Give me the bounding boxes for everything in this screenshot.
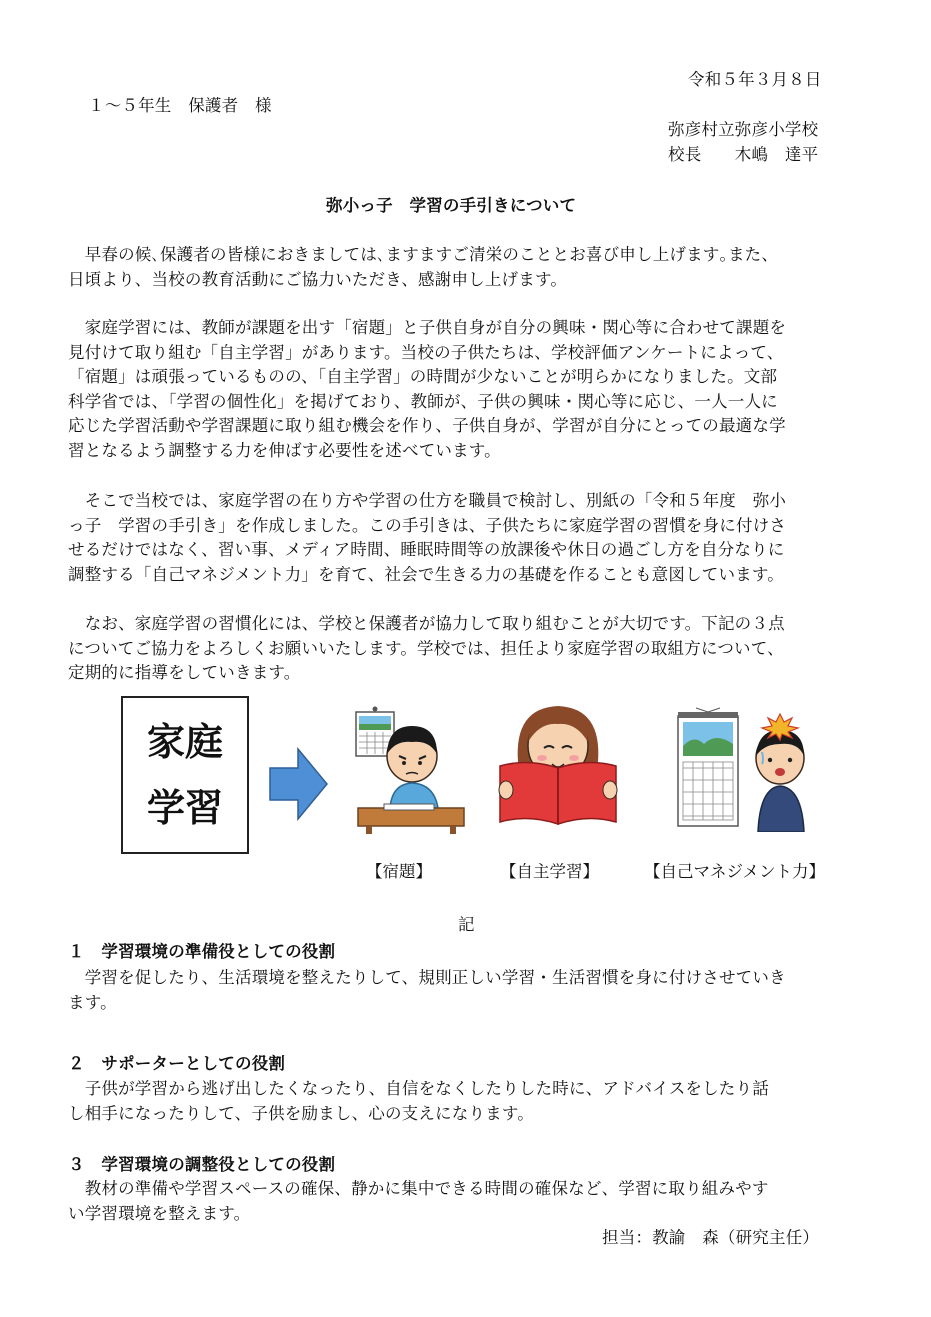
right-arrow-icon bbox=[268, 746, 330, 822]
paragraph-line: 習となるよう調整する力を伸ばす必要性を述べています。 bbox=[68, 440, 501, 460]
paragraph-line: 見付けて取り組む「自主学習」があります。当校の子供たちは、学校評価アンケートによって、 bbox=[68, 342, 784, 362]
caption-homework: 【宿題】 bbox=[366, 862, 432, 881]
box-label-line1: 家庭 bbox=[146, 720, 223, 764]
paragraph-line: っ子 学習の手引き」を作成しました。この手引きは、子供たちに家庭学習の習慣を身に付けさ bbox=[68, 515, 787, 535]
contact-person: 担当：教諭 森（研究主任） bbox=[602, 1228, 820, 1247]
paragraph-line: 応じた学習活動や学習課題に取り組む機会を作り、子供自身が、学習が自分にとっての最適な学 bbox=[68, 416, 786, 436]
self-study-reading-illustration-icon bbox=[496, 700, 620, 828]
paragraph-line: そこで当校では、家庭学習の在り方や学習の仕方を職員で検討し、別紙の「令和５年度 弥小 bbox=[68, 491, 787, 510]
paragraph-line: についてご協力をよろしくお願いいたします。学校では、担任より家庭学習の取組方について、 bbox=[68, 638, 784, 658]
caption-self-management: 【自己マネジメント力】 bbox=[644, 862, 826, 881]
paragraph-line: 早春の候､保護者の皆様におきましては､ますますご清栄のこととお喜び申し上げます｡また、 bbox=[68, 245, 779, 264]
paragraph-line: せるだけではなく、習い事、メディア時間、睡眠時間等の放課後や休日の過ごし方を自分なりに bbox=[68, 540, 785, 560]
paragraph-line: 日頃より、当校の教育活動にご協力いただき、感謝申し上げます。 bbox=[68, 269, 568, 289]
ki-marker: 記 bbox=[458, 915, 475, 934]
date: 令和５年３月８日 bbox=[688, 70, 822, 89]
paragraph-home-study bbox=[68, 316, 786, 464]
section-line: 子供が学習から逃げ出したくなったり、自信をなくしたりした時に、アドバイスをしたり話 bbox=[68, 1079, 769, 1098]
section-heading-1: １ 学習環境の準備役としての役割 bbox=[68, 942, 336, 961]
paragraph-line: 定期的に指導をしていきます。 bbox=[68, 663, 301, 683]
homework-illustration-icon bbox=[354, 706, 466, 836]
section-body-2 bbox=[68, 1077, 769, 1126]
paragraph-line: なお、家庭学習の習慣化には、学校と保護者が協力して取り組むことが大切です。下記の３点 bbox=[68, 614, 785, 633]
section-line: い学習環境を整えます。 bbox=[68, 1203, 251, 1223]
home-study-box bbox=[121, 696, 249, 854]
paragraph-line: 調整する「自己マネジメント力」を育て、社会で生きる力の基礎を作ることも意図しています。 bbox=[68, 564, 784, 584]
paragraph-line: 家庭学習には、教師が課題を出す「宿題」と子供自身が自分の興味・関心等に合わせて課題を bbox=[68, 318, 787, 337]
paragraph-greeting bbox=[68, 243, 778, 292]
paragraph-cooperation bbox=[68, 612, 785, 686]
principal-name: 校長 木嶋 達平 bbox=[668, 145, 819, 164]
school-name: 弥彦村立弥彦小学校 bbox=[668, 120, 819, 139]
caption-self-study: 【自主学習】 bbox=[500, 862, 599, 881]
paragraph-line: 科学省では、「学習の個性化」を掲げており、教師が、子供の興味・関心等に応じ、一人一人に bbox=[68, 391, 778, 411]
section-line: 学習を促したり、生活環境を整えたりして、規則正しい学習・生活習慣を身に付けさせていき bbox=[68, 968, 786, 987]
box-label-line2: 学習 bbox=[146, 786, 223, 830]
section-heading-3: ３ 学習環境の調整役としての役割 bbox=[68, 1155, 336, 1174]
recipient: １～５年生 保護者 様 bbox=[88, 96, 272, 115]
section-body-1 bbox=[68, 966, 786, 1015]
section-line: 教材の準備や学習スペースの確保、静かに集中できる時間の確保など、学習に取り組みやす bbox=[68, 1179, 769, 1198]
document-title: 弥小っ子 学習の手引きについて bbox=[326, 196, 577, 215]
paragraph-line: 「宿題」は頑張っているものの、「自主学習」の時間が少ないことが明らかになりました。文部 bbox=[68, 367, 778, 387]
paragraph-guide bbox=[68, 489, 786, 587]
section-line: ます。 bbox=[68, 992, 117, 1012]
section-body-3 bbox=[68, 1177, 769, 1226]
section-line: し相手になったりして、子供を励まし、心の支えになります。 bbox=[68, 1103, 534, 1123]
section-heading-2: ２ サポーターとしての役割 bbox=[68, 1054, 286, 1073]
self-management-illustration-icon bbox=[676, 706, 810, 832]
